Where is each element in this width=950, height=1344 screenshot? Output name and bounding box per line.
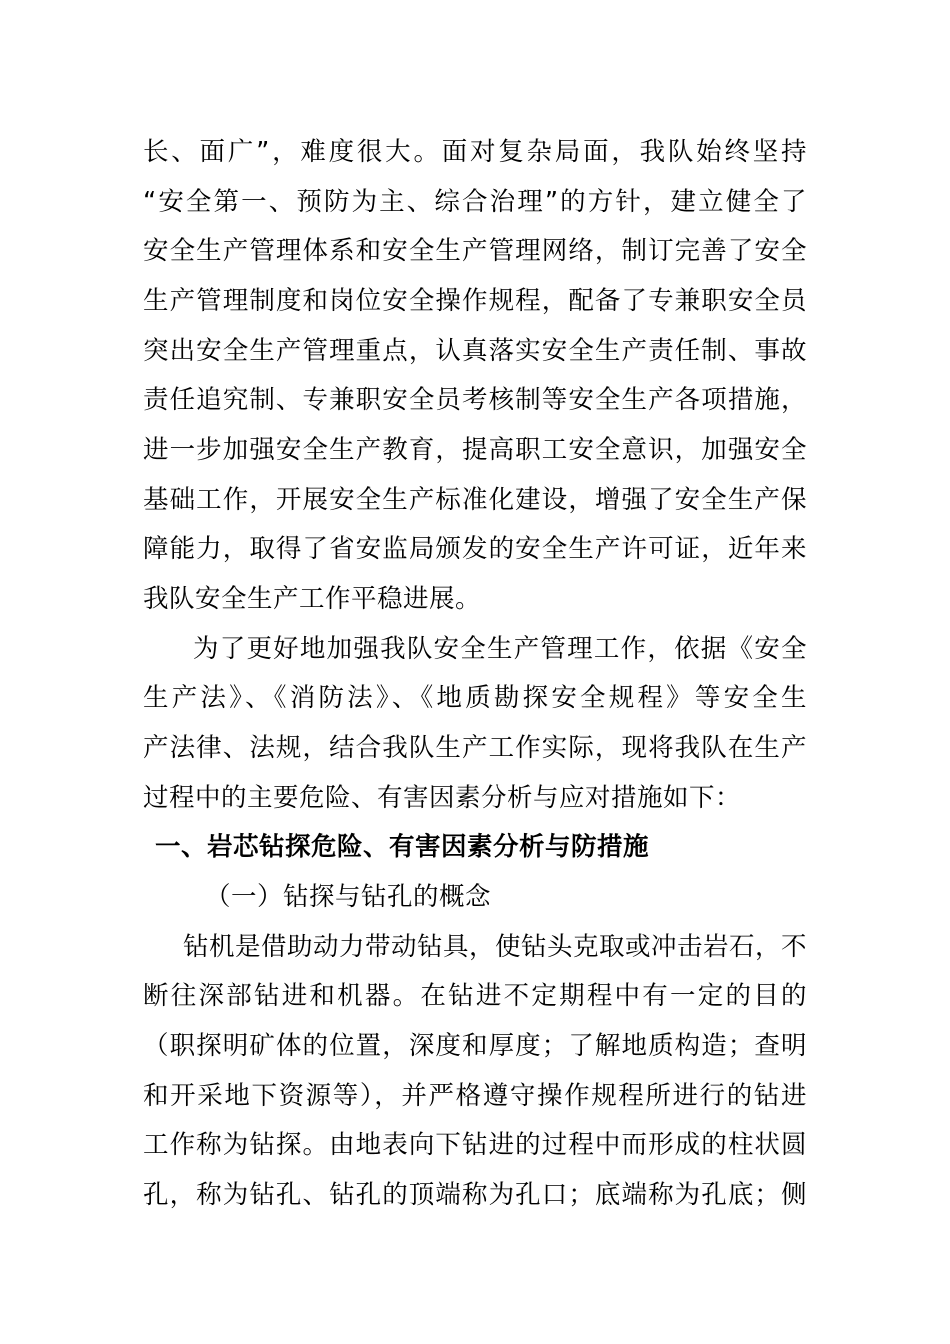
text-line: 进一步加强安全生产教育，提高职工安全意识，加强安全	[143, 435, 807, 465]
text-line: （职探明矿体的位置，深度和厚度；了解地质构造；查明	[143, 1031, 807, 1061]
text-line: 突出安全生产管理重点，认真落实安全生产责任制、事故	[143, 336, 807, 366]
text-line: 我队安全生产工作平稳进展。	[143, 584, 482, 614]
text-line: 断往深部钻进和机器。在钻进不定期程中有一定的目的	[143, 981, 807, 1011]
paragraph-first-line: 钻机是借助动力带动钻具，使钻头克取或冲击岩石，不	[183, 932, 808, 962]
text-line: 过程中的主要危险、有害因素分析与应对措施如下：	[143, 783, 742, 813]
subsection-heading: （一）钻探与钻孔的概念	[205, 882, 492, 912]
text-line: 长、面广”，难度很大。面对复杂局面，我队始终坚持	[143, 137, 807, 167]
text-line: 责任追究制、专兼职安全员考核制等安全生产各项措施，	[143, 385, 807, 415]
text-line: “安全第一、预防为主、综合治理”的方针，建立健全了	[143, 187, 807, 217]
text-line: 产法律、法规，结合我队生产工作实际，现将我队在生产	[143, 733, 807, 763]
text-line: 生产法》、《消防法》、《地质勘探安全规程》等安全生	[143, 683, 807, 713]
text-line: 安全生产管理体系和安全生产管理网络，制订完善了安全	[143, 236, 807, 266]
text-line: 孔，称为钻孔、钻孔的顶端称为孔口；底端称为孔底；侧	[143, 1180, 807, 1210]
text-line: 生产管理制度和岗位安全操作规程，配备了专兼职安全员	[143, 286, 807, 316]
paragraph-first-line: 为了更好地加强我队安全生产管理工作，依据《安全	[193, 634, 807, 664]
text-line: 工作称为钻探。由地表向下钻进的过程中而形成的柱状圆	[143, 1130, 807, 1160]
text-line: 基础工作，开展安全生产标准化建设，增强了安全生产保	[143, 485, 807, 515]
text-line: 障能力，取得了省安监局颁发的安全生产许可证，近年来	[143, 534, 807, 564]
section-heading: 一、岩芯钻探危险、有害因素分析与防措施	[155, 832, 650, 862]
text-line: 和开采地下资源等），并严格遵守操作规程所进行的钻进	[143, 1081, 807, 1111]
